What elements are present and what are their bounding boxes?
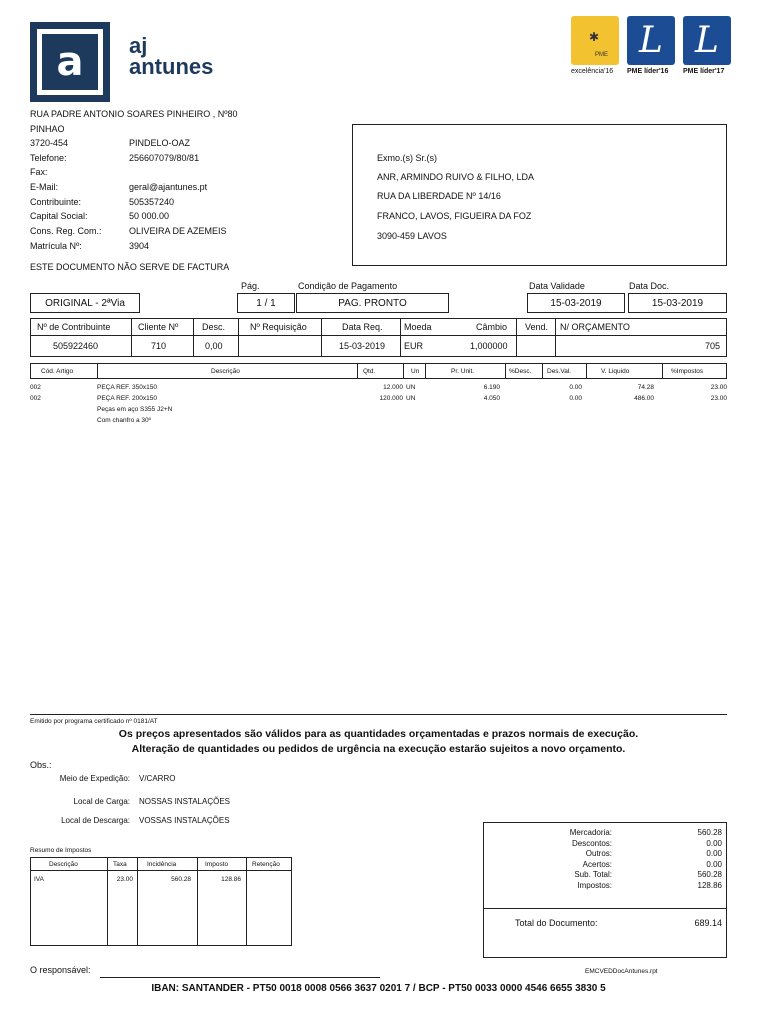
page-label: Pág. <box>241 281 260 291</box>
total-line: Mercadoria: 560.28 <box>569 828 722 837</box>
tax-col-tax: Imposto <box>205 861 229 868</box>
shipping-label: Meio de Expedição: <box>59 774 130 783</box>
lider-icon: L <box>695 20 719 61</box>
star-icon: ✱ <box>589 30 600 44</box>
header-client: Cliente Nº <box>138 322 179 332</box>
totals-list <box>484 828 722 891</box>
company-field: Contribuinte: 505357240 <box>30 196 175 207</box>
recipient-box <box>352 124 727 266</box>
total-line: Sub. Total: 560.28 <box>574 870 722 879</box>
unload-value: VOSSAS INSTALAÇÕES <box>139 816 230 825</box>
shipping-value: V/CARRO <box>139 774 176 783</box>
value-desc: 0,00 <box>205 341 223 351</box>
tax-summary-title: Resumo de Impostos <box>30 847 92 854</box>
col-tax: %Impostos <box>671 368 704 375</box>
header-exchange: Câmbio <box>476 322 508 332</box>
badge-caption: PME líder'17 <box>683 68 725 75</box>
header-desc: Desc. <box>202 322 226 332</box>
tax-col-rate: Taxa <box>113 861 127 868</box>
footer-divider <box>30 714 727 715</box>
signature-line <box>100 977 380 978</box>
table-row: 002 PEÇA REF. 350x150 12.000 UN 6.190 0.00 74.28 23.00 <box>30 384 727 391</box>
payment-label: Condição de Pagamento <box>298 281 398 291</box>
col-price: Pr. Unit. <box>451 368 475 375</box>
obs-label: Obs.: <box>30 760 52 770</box>
not-invoice-notice: ESTE DOCUMENTO NÃO SERVE DE FACTURA <box>30 262 230 272</box>
header-currency: Moeda <box>404 322 432 332</box>
company-field: Cons. Reg. Com.: OLIVEIRA DE AZEMEIS <box>30 226 227 237</box>
badge-caption: excelência'16 <box>571 68 614 75</box>
company-field: Fax: <box>30 167 48 178</box>
logo-text-1: aj <box>129 33 148 58</box>
table-row: 002 PEÇA REF. 200x150 120.000 UN 4.050 0.00 486.00 23.00 <box>30 395 727 402</box>
col-discount-value: Des.Val. <box>547 368 572 375</box>
recipient-street: RUA DA LIBERDADE Nº 14/16 <box>377 191 501 201</box>
tax-row-base: 560.28 <box>171 876 191 883</box>
recipient-greeting: Exmo.(s) Sr.(s) <box>377 153 437 163</box>
notice-line-2: Alteração de quantidades ou pedidos de urgência na execução estarão sujeitos a novo orçamento. <box>131 743 626 755</box>
tax-row-rate: 23.00 <box>116 876 133 883</box>
lider-icon: L <box>639 20 663 61</box>
company-field: Capital Social: 50 000.00 <box>30 211 170 222</box>
value-req-date: 15-03-2019 <box>339 341 386 351</box>
value-currency: EUR <box>404 341 424 351</box>
col-description: Descrição <box>211 368 240 375</box>
col-discount: %Desc. <box>509 368 532 375</box>
total-line: Descontos: 0.00 <box>571 838 722 848</box>
grand-total-value: 689.14 <box>694 918 722 928</box>
value-quote: 705 <box>704 341 720 351</box>
header-nif: Nº de Contribuinte <box>37 322 111 332</box>
total-line: Impostos: 128.86 <box>577 880 722 890</box>
responsible-label: O responsável: <box>30 965 91 975</box>
logo-letter: a <box>56 39 84 85</box>
badge-caption: PME líder'16 <box>627 68 669 75</box>
col-net: V. Liquido <box>601 368 630 375</box>
badge-pme: PME <box>595 52 609 58</box>
header-quote: N/ ORÇAMENTO <box>560 322 630 332</box>
company-field: E-Mail: geral@ajantunes.pt <box>30 182 208 193</box>
items-header <box>30 363 727 379</box>
header-seller: Vend. <box>525 322 549 332</box>
totals-box <box>483 822 727 958</box>
company-address: RUA PADRE ANTONIO SOARES PINHEIRO , Nº80 <box>30 109 238 119</box>
badge-excelencia <box>571 16 623 80</box>
col-qty: Qtd. <box>363 368 376 375</box>
company-field: Telefone: 256607079/80/81 <box>30 152 200 163</box>
header-req-date: Data Req. <box>342 322 383 332</box>
load-value: NOSSAS INSTALAÇÕES <box>139 797 230 806</box>
logo-text-2: antunes <box>129 54 214 79</box>
copy-indicator: ORIGINAL - 2ªVia <box>30 293 140 313</box>
recipient-postal: 3090-459 LAVOS <box>377 231 447 241</box>
company-logo <box>30 22 212 102</box>
certified-notice: Emitido por programa certificado nº 0181/AT <box>30 718 158 725</box>
total-line: Acertos: 0.00 <box>582 859 722 869</box>
tax-col-retention: Retenção <box>252 861 280 868</box>
tax-summary-table <box>30 857 292 946</box>
recipient-name: ANR, ARMINDO RUIVO & FILHO, LDA <box>377 172 535 182</box>
report-file: EMCVEDDocAntunes.rpt <box>585 968 658 975</box>
page-number: 1 / 1 <box>237 293 295 313</box>
item-note: Peças em aço S355 J2+N <box>97 406 173 413</box>
logo-mark <box>30 22 110 102</box>
header-requisition: Nº Requisição <box>250 322 307 332</box>
company-fields <box>30 138 290 256</box>
col-unit: Un <box>411 368 420 375</box>
item-note: Com chanfro a 30º <box>97 417 152 424</box>
company-field: 3720-454 PINDELO-OAZ <box>30 138 191 148</box>
badge-lider-17 <box>683 16 735 80</box>
recipient-locality: FRANCO, LAVOS, FIGUEIRA DA FOZ <box>377 211 532 221</box>
value-client: 710 <box>151 341 167 351</box>
company-field: Matrícula Nº: 3904 <box>30 240 150 251</box>
notice-line-1: Os preços apresentados são válidos para as quantidades orçamentadas e prazos normais de execução. <box>118 728 639 740</box>
total-line: Outros: 0.00 <box>585 849 722 858</box>
company-city: PINHAO <box>30 124 65 134</box>
iban-line: IBAN: SANTANDER - PT50 0018 0008 0566 3637 0201 7 / BCP - PT50 0033 0000 4546 6655 3830 5 <box>151 983 606 994</box>
value-exchange: 1,000000 <box>470 341 508 351</box>
info-table <box>30 318 727 357</box>
tax-row-tax: 128.86 <box>221 876 241 883</box>
load-label: Local de Carga: <box>73 797 130 806</box>
tax-col-desc: Descrição <box>49 861 78 868</box>
value-nif: 505922460 <box>53 341 99 351</box>
doc-date-label: Data Doc. <box>629 281 670 291</box>
unload-label: Local de Descarga: <box>61 816 130 825</box>
tax-row-desc: IVA <box>34 876 44 883</box>
grand-total-label: Total do Documento: <box>515 918 598 928</box>
badge-lider-16 <box>627 16 679 80</box>
col-code: Cód. Artigo <box>41 368 74 375</box>
validity-label: Data Validade <box>529 281 585 291</box>
tax-col-base: Incidência <box>147 861 177 868</box>
validity-date: 15-03-2019 <box>527 293 625 313</box>
doc-date: 15-03-2019 <box>628 293 727 313</box>
payment-condition: PAG. PRONTO <box>296 293 449 313</box>
